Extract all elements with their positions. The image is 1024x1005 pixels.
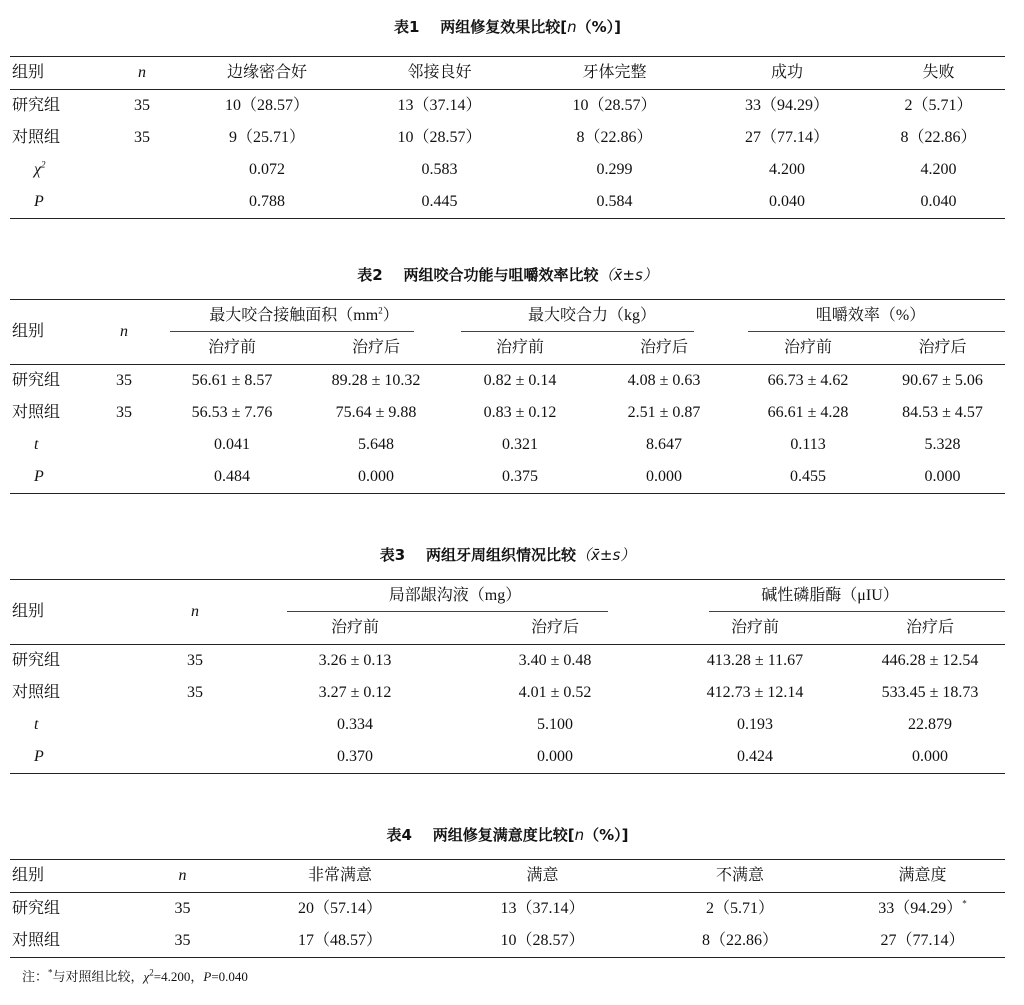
table-row bbox=[10, 461, 1005, 494]
cell: 4.200 bbox=[920, 161, 957, 178]
header-n: n bbox=[135, 580, 255, 645]
header-satisfaction-rate: 满意度 bbox=[840, 860, 1005, 893]
sub-header: 治疗前 bbox=[160, 332, 304, 365]
caption-stat: （x̄±s） bbox=[598, 266, 658, 284]
cell: 56.53 ± 7.76 bbox=[191, 404, 273, 421]
significance-mark: * bbox=[962, 898, 967, 909]
sub-header: 治疗前 bbox=[448, 332, 592, 365]
cell: 4.01 ± 0.52 bbox=[518, 684, 592, 701]
table-3-block bbox=[10, 545, 1005, 774]
sub-header: 治疗后 bbox=[304, 332, 448, 365]
table-2-block bbox=[10, 265, 1005, 494]
row-label: 对照组 bbox=[12, 684, 61, 701]
table-row bbox=[10, 122, 1005, 154]
note-text: =4.200， bbox=[153, 969, 204, 984]
sub-header: 治疗后 bbox=[855, 612, 1005, 645]
row-label bbox=[10, 154, 102, 186]
cell: 4.200 bbox=[769, 161, 805, 178]
row-label: 研究组 bbox=[12, 97, 61, 114]
header-n: n bbox=[130, 860, 235, 893]
caption-text: 两组修复满意度比较 bbox=[432, 826, 568, 844]
header-very-satisfied: 非常满意 bbox=[235, 860, 445, 893]
sub-header: 治疗后 bbox=[592, 332, 736, 365]
note-text: =0.040 bbox=[211, 969, 248, 984]
header-failure: 失败 bbox=[872, 57, 1005, 90]
cell: 56.61 ± 8.57 bbox=[191, 372, 273, 389]
caption-bracket: [ bbox=[567, 826, 575, 844]
caption-prefix: 表4 bbox=[386, 826, 412, 844]
row-label: P bbox=[34, 468, 44, 485]
caption-stat: （x̄±s） bbox=[576, 546, 636, 564]
sub-header: 治疗前 bbox=[655, 612, 855, 645]
cell: 17（48.57） bbox=[297, 932, 382, 949]
group-header-chewing bbox=[736, 300, 1005, 333]
cell: 0.584 bbox=[596, 193, 633, 210]
cell: 22.879 bbox=[908, 716, 953, 733]
note-sup: 2 bbox=[149, 967, 154, 978]
cell: 35 bbox=[134, 97, 150, 114]
cell: 3.40 ± 0.48 bbox=[518, 652, 592, 669]
sub-header: 治疗后 bbox=[880, 332, 1005, 365]
table-note bbox=[22, 966, 248, 985]
row-label: 研究组 bbox=[12, 652, 61, 669]
cell: 13（37.14） bbox=[397, 97, 482, 114]
cell: 35 bbox=[187, 684, 203, 701]
table-2 bbox=[10, 299, 1005, 494]
caption-text: 两组咬合功能与咀嚼效率比较 bbox=[403, 266, 599, 284]
group-underline bbox=[461, 331, 694, 332]
cell: 0.484 bbox=[214, 468, 250, 485]
table-3-group-header-row bbox=[10, 580, 1005, 613]
cell: 35 bbox=[187, 652, 203, 669]
cell-value: 33（94.29） bbox=[878, 900, 963, 917]
row-label: P bbox=[34, 193, 44, 210]
cell: 66.61 ± 4.28 bbox=[767, 404, 849, 421]
cell: 3.27 ± 0.12 bbox=[318, 684, 392, 701]
row-label: P bbox=[34, 748, 44, 765]
caption-n: n bbox=[567, 18, 577, 36]
cell: 33（94.29） bbox=[744, 97, 829, 114]
group-label: 碱性磷脂酶（μIU） bbox=[761, 587, 899, 604]
group-label: 最大咬合力（kg） bbox=[528, 307, 657, 324]
table-3 bbox=[10, 579, 1005, 774]
header-group: 组别 bbox=[10, 580, 135, 645]
group-underline bbox=[709, 611, 1005, 612]
table-1-header-row bbox=[10, 57, 1005, 90]
table-row bbox=[10, 90, 1005, 123]
cell: 35 bbox=[174, 900, 191, 917]
caption-prefix: 表2 bbox=[357, 266, 383, 284]
cell: 0.000 bbox=[358, 468, 394, 485]
cell: 0.299 bbox=[596, 161, 633, 178]
group-label: 局部龈沟液（mg） bbox=[388, 587, 522, 604]
table-3-caption bbox=[10, 545, 1005, 565]
sub-header: 治疗后 bbox=[455, 612, 655, 645]
note-text: 与对照组比较， bbox=[52, 969, 144, 984]
cell: 35 bbox=[116, 404, 132, 421]
cell bbox=[88, 429, 160, 461]
header-group: 组别 bbox=[10, 860, 130, 893]
table-row bbox=[10, 154, 1005, 186]
cell: 0.040 bbox=[920, 193, 957, 210]
cell: 8.647 bbox=[646, 436, 683, 453]
cell: 5.328 bbox=[924, 436, 961, 453]
cell: 8（22.86） bbox=[900, 129, 977, 146]
sub-header: 治疗前 bbox=[255, 612, 455, 645]
cell: 8（22.86） bbox=[701, 932, 778, 949]
cell: 75.64 ± 9.88 bbox=[335, 404, 417, 421]
cell: 0.000 bbox=[537, 748, 573, 765]
header-unsatisfied: 不满意 bbox=[640, 860, 840, 893]
cell: 3.26 ± 0.13 bbox=[318, 652, 392, 669]
cell: 27（77.14） bbox=[744, 129, 829, 146]
cell: 0.072 bbox=[249, 161, 285, 178]
table-row bbox=[10, 893, 1005, 926]
cell: 2.51 ± 0.87 bbox=[627, 404, 701, 421]
group-header-gcf bbox=[255, 580, 655, 613]
cell: 84.53 ± 4.57 bbox=[902, 404, 983, 421]
header-contact: 邻接良好 bbox=[352, 57, 527, 90]
cell: 35 bbox=[134, 129, 150, 146]
group-label-after: ） bbox=[382, 307, 399, 324]
cell: 35 bbox=[174, 932, 191, 949]
row-label: 对照组 bbox=[12, 404, 61, 421]
caption-bracket: [ bbox=[560, 18, 568, 36]
cell: 90.67 ± 5.06 bbox=[902, 372, 983, 389]
cell: 8（22.86） bbox=[576, 129, 653, 146]
header-edge-fit: 边缘密合好 bbox=[182, 57, 352, 90]
header-tooth-intact: 牙体完整 bbox=[527, 57, 702, 90]
caption-prefix: 表3 bbox=[379, 546, 406, 564]
group-header-bite-force bbox=[448, 300, 736, 333]
caption-prefix: 表1 bbox=[393, 18, 420, 36]
header-n: n bbox=[102, 57, 182, 90]
cell: 0.455 bbox=[790, 468, 827, 485]
table-row bbox=[10, 186, 1005, 219]
table-2-group-header-row bbox=[10, 300, 1005, 333]
cell: 0.83 ± 0.12 bbox=[483, 404, 557, 421]
cell: 0.000 bbox=[924, 468, 961, 485]
cell: 66.73 ± 4.62 bbox=[767, 372, 849, 389]
cell: 4.08 ± 0.63 bbox=[627, 372, 701, 389]
group-sup: 2 bbox=[378, 305, 383, 316]
cell: 0.041 bbox=[214, 436, 250, 453]
cell: 10（28.57） bbox=[224, 97, 309, 114]
group-label: 最大咬合接触面积（mm bbox=[209, 307, 379, 324]
cell: 13（37.14） bbox=[500, 900, 585, 917]
cell: 2（5.71） bbox=[705, 900, 774, 917]
table-row bbox=[10, 677, 1005, 709]
row-label: t bbox=[34, 716, 39, 733]
cell: 9（25.71） bbox=[228, 129, 305, 146]
group-header-alp bbox=[655, 580, 1005, 613]
cell bbox=[102, 186, 182, 219]
cell: 0.040 bbox=[769, 193, 805, 210]
group-underline bbox=[287, 611, 608, 612]
cell: 0.375 bbox=[502, 468, 539, 485]
cell: 533.45 ± 18.73 bbox=[881, 684, 979, 701]
table-1-block bbox=[10, 17, 1005, 219]
cell: 0.788 bbox=[249, 193, 285, 210]
row-label: 研究组 bbox=[12, 900, 61, 917]
cell: 0.321 bbox=[502, 436, 539, 453]
table-2-caption bbox=[10, 265, 1005, 285]
cell: 20（57.14） bbox=[297, 900, 382, 917]
table-4-header-row bbox=[10, 860, 1005, 893]
table-row bbox=[10, 709, 1005, 741]
cell: 0.424 bbox=[737, 748, 774, 765]
table-row bbox=[10, 741, 1005, 774]
table-4-block bbox=[10, 825, 1005, 958]
header-success: 成功 bbox=[702, 57, 872, 90]
cell: 10（28.57） bbox=[572, 97, 657, 114]
cell: 35 bbox=[116, 372, 132, 389]
header-n: n bbox=[88, 300, 160, 365]
cell bbox=[102, 154, 182, 186]
note-star: * bbox=[48, 967, 53, 978]
table-1-caption bbox=[10, 17, 1005, 37]
cell: 412.73 ± 12.14 bbox=[706, 684, 804, 701]
stat-sup: 2 bbox=[41, 159, 46, 170]
caption-text: 两组牙周组织情况比较 bbox=[426, 546, 577, 564]
header-satisfied: 满意 bbox=[445, 860, 640, 893]
row-label: t bbox=[34, 436, 39, 453]
cell: 0.82 ± 0.14 bbox=[483, 372, 557, 389]
cell bbox=[840, 893, 1005, 926]
header-group: 组别 bbox=[10, 300, 88, 365]
cell: 10（28.57） bbox=[397, 129, 482, 146]
note-p: P bbox=[203, 969, 212, 984]
cell: 0.445 bbox=[421, 193, 458, 210]
table-1 bbox=[10, 56, 1005, 219]
cell: 10（28.57） bbox=[500, 932, 585, 949]
caption-n: n bbox=[574, 826, 585, 844]
cell: 0.370 bbox=[337, 748, 373, 765]
table-row bbox=[10, 429, 1005, 461]
table-2-sub-header-row bbox=[10, 332, 1005, 365]
cell bbox=[135, 741, 255, 774]
cell: 0.113 bbox=[790, 436, 826, 453]
cell: 5.648 bbox=[358, 436, 394, 453]
cell bbox=[135, 709, 255, 741]
note-prefix: 注： bbox=[22, 969, 49, 984]
cell: 2（5.71） bbox=[904, 97, 973, 114]
cell: 5.100 bbox=[537, 716, 573, 733]
row-label: 对照组 bbox=[12, 129, 61, 146]
table-row bbox=[10, 645, 1005, 678]
cell: 413.28 ± 11.67 bbox=[706, 652, 804, 669]
cell: 0.193 bbox=[737, 716, 774, 733]
header-group: 组别 bbox=[10, 57, 102, 90]
cell: 0.000 bbox=[912, 748, 949, 765]
caption-rest: （%）] bbox=[576, 18, 622, 36]
cell: 0.000 bbox=[646, 468, 683, 485]
group-header-contact-area bbox=[160, 300, 448, 333]
table-4-caption bbox=[10, 825, 1005, 845]
table-row bbox=[10, 365, 1005, 398]
note-chi: χ bbox=[143, 969, 150, 984]
cell: 27（77.14） bbox=[880, 932, 965, 949]
row-label: 对照组 bbox=[12, 932, 61, 949]
caption-rest: （%）] bbox=[584, 826, 629, 844]
table-row bbox=[10, 925, 1005, 958]
cell: 89.28 ± 10.32 bbox=[331, 372, 421, 389]
table-row bbox=[10, 397, 1005, 429]
table-4 bbox=[10, 859, 1005, 958]
sub-header: 治疗前 bbox=[736, 332, 880, 365]
cell: 0.334 bbox=[337, 716, 373, 733]
group-underline bbox=[748, 331, 1005, 332]
cell: 446.28 ± 12.54 bbox=[881, 652, 979, 669]
row-label: 研究组 bbox=[12, 372, 61, 389]
group-label: 咀嚼效率（%） bbox=[815, 307, 926, 324]
group-underline bbox=[170, 331, 414, 332]
stat-label: χ bbox=[34, 161, 42, 178]
caption-text: 两组修复效果比较 bbox=[440, 18, 561, 36]
cell: 0.583 bbox=[421, 161, 458, 178]
cell bbox=[88, 461, 160, 494]
